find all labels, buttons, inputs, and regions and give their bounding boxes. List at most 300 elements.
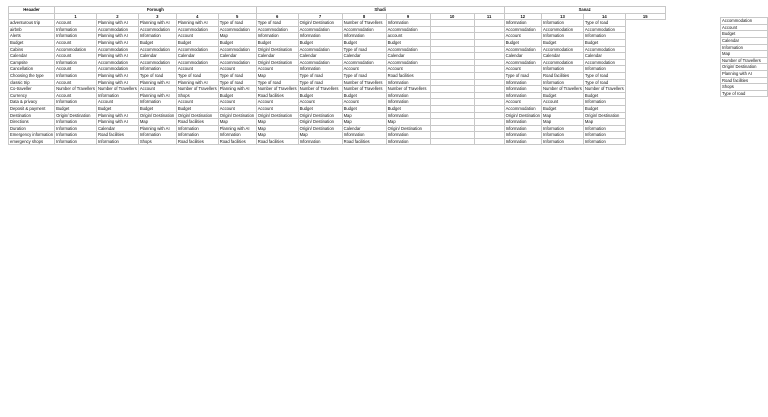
table-cell[interactable]: Planning with AI: [96, 119, 138, 126]
table-cell[interactable]: Accommodation: [542, 46, 584, 53]
table-cell[interactable]: Account: [176, 66, 218, 73]
table-cell[interactable]: Account: [542, 99, 584, 106]
table-cell[interactable]: [474, 119, 504, 126]
row-label-cell[interactable]: Co-traveller: [9, 86, 55, 93]
table-cell[interactable]: [430, 132, 474, 139]
table-cell[interactable]: Number of Travellers: [177, 86, 217, 92]
table-cell[interactable]: Planning with AI: [176, 79, 218, 86]
side-cell[interactable]: Road facilities: [721, 77, 768, 84]
table-cell[interactable]: Type of road: [256, 79, 298, 86]
table-cell[interactable]: Origin/ Destination: [583, 112, 625, 119]
table-cell[interactable]: Origin/ Destination: [256, 112, 298, 119]
table-cell[interactable]: Type of road: [138, 72, 176, 79]
table-cell[interactable]: Number of Travellers: [543, 86, 582, 92]
table-cell[interactable]: Road facilities: [256, 138, 298, 145]
table-cell[interactable]: Account: [256, 66, 298, 73]
table-cell[interactable]: Information: [55, 33, 97, 40]
table-cell[interactable]: Calendar: [96, 125, 138, 132]
table-cell[interactable]: Account: [176, 99, 218, 106]
table-cell[interactable]: Type of road: [176, 72, 218, 79]
table-cell[interactable]: Account: [55, 66, 97, 73]
table-cell[interactable]: Information: [542, 132, 584, 139]
table-cell[interactable]: Budget: [386, 39, 430, 46]
table-cell[interactable]: Information: [504, 138, 541, 145]
row-label-cell[interactable]: adventurous trip: [9, 20, 55, 27]
table-cell[interactable]: Accommodation: [218, 59, 256, 66]
table-cell[interactable]: Information: [583, 138, 625, 145]
table-cell[interactable]: [474, 39, 504, 46]
table-cell[interactable]: Calendar: [504, 53, 541, 60]
side-cell[interactable]: Number of Travellers: [721, 57, 768, 64]
table-cell[interactable]: [430, 105, 474, 112]
table-cell[interactable]: [474, 33, 504, 40]
table-cell[interactable]: Information: [386, 138, 430, 145]
table-cell[interactable]: Accommodation: [96, 66, 138, 73]
table-cell[interactable]: Accommodation: [55, 46, 97, 53]
table-cell[interactable]: Type of road: [342, 46, 386, 53]
table-cell[interactable]: Calendar: [386, 53, 430, 60]
table-cell[interactable]: Accommodation: [176, 26, 218, 33]
table-cell[interactable]: [430, 125, 474, 132]
table-cell[interactable]: Origin/ Destination: [298, 125, 342, 132]
table-cell[interactable]: Calendar: [138, 53, 176, 60]
table-cell[interactable]: [430, 33, 474, 40]
table-cell[interactable]: Information: [342, 132, 386, 139]
row-label-cell[interactable]: Cabins: [9, 46, 55, 53]
table-cell[interactable]: Accommodation: [218, 46, 256, 53]
table-cell[interactable]: Map: [256, 119, 298, 126]
side-cell[interactable]: Type of road: [721, 90, 768, 97]
table-cell[interactable]: Origin/ Destination: [256, 59, 298, 66]
table-cell[interactable]: Type of road: [298, 79, 342, 86]
table-cell[interactable]: Budget: [504, 39, 541, 46]
side-cell[interactable]: Map: [721, 51, 768, 58]
table-cell[interactable]: Planning with AI: [138, 20, 176, 27]
table-cell[interactable]: Planning with AI: [96, 33, 138, 40]
table-cell[interactable]: Origin/ Destination: [55, 112, 97, 119]
table-cell[interactable]: Budget: [138, 39, 176, 46]
table-cell[interactable]: Accommodation: [256, 26, 298, 33]
table-cell[interactable]: [430, 53, 474, 60]
table-cell[interactable]: Accommodation: [298, 59, 342, 66]
table-cell[interactable]: Origin/ Destination: [298, 20, 342, 27]
table-cell[interactable]: Map: [256, 72, 298, 79]
side-cell[interactable]: Origin/ Destination: [721, 64, 768, 71]
table-cell[interactable]: Information: [542, 66, 584, 73]
table-cell[interactable]: Accommodation: [504, 26, 541, 33]
table-cell[interactable]: Account: [386, 66, 430, 73]
table-cell[interactable]: Budget: [583, 105, 625, 112]
table-cell[interactable]: Information: [386, 92, 430, 99]
table-cell[interactable]: Information: [298, 33, 342, 40]
table-cell[interactable]: Account: [218, 99, 256, 106]
table-cell[interactable]: Planning with AI: [138, 79, 176, 86]
table-cell[interactable]: [430, 92, 474, 99]
table-cell[interactable]: Planning with AI: [138, 92, 176, 99]
table-cell[interactable]: Account: [176, 33, 218, 40]
table-cell[interactable]: Information: [176, 132, 218, 139]
table-cell[interactable]: Road facilities: [542, 72, 584, 79]
table-cell[interactable]: Road facilities: [218, 138, 256, 145]
table-cell[interactable]: Accommodation: [176, 59, 218, 66]
side-cell[interactable]: Planning with AI: [721, 70, 768, 77]
table-cell[interactable]: Account: [218, 66, 256, 73]
table-cell[interactable]: Origin/ Destination: [386, 125, 430, 132]
table-cell[interactable]: Planning with AI: [96, 53, 138, 60]
table-cell[interactable]: Number of Travellers: [257, 86, 297, 92]
table-cell[interactable]: Information: [386, 112, 430, 119]
table-cell[interactable]: Calendar: [542, 53, 584, 60]
table-cell[interactable]: Account: [342, 99, 386, 106]
table-cell[interactable]: Accommodation: [504, 105, 541, 112]
table-cell[interactable]: Accommodation: [218, 26, 256, 33]
table-cell[interactable]: Accommodation: [583, 59, 625, 66]
table-cell[interactable]: Shops: [176, 92, 218, 99]
table-cell[interactable]: Accommodation: [542, 26, 584, 33]
table-cell[interactable]: Shops: [138, 138, 176, 145]
table-cell[interactable]: Account: [342, 66, 386, 73]
table-cell[interactable]: Calendar: [298, 53, 342, 60]
table-cell[interactable]: Information: [342, 33, 386, 40]
table-cell[interactable]: Accommodation: [386, 59, 430, 66]
table-cell[interactable]: Type of road: [218, 20, 256, 27]
table-cell[interactable]: Information: [55, 72, 97, 79]
table-cell[interactable]: Information: [542, 79, 584, 86]
table-cell[interactable]: Type of road: [504, 72, 541, 79]
table-cell[interactable]: [430, 26, 474, 33]
table-cell[interactable]: Information: [504, 79, 541, 86]
table-cell[interactable]: Planning with AI: [96, 39, 138, 46]
table-cell[interactable]: Budget: [342, 105, 386, 112]
table-cell[interactable]: Type of road: [298, 72, 342, 79]
table-cell[interactable]: Type of road: [218, 79, 256, 86]
table-cell[interactable]: Budget: [176, 105, 218, 112]
table-cell[interactable]: Accommodation: [96, 59, 138, 66]
row-label-cell[interactable]: Currency: [9, 92, 55, 99]
table-cell[interactable]: Accommodation: [298, 46, 342, 53]
table-cell[interactable]: Calendar: [583, 53, 625, 60]
table-cell[interactable]: Account: [55, 92, 97, 99]
table-cell[interactable]: Information: [298, 66, 342, 73]
table-cell[interactable]: Origin/ Destination: [218, 112, 256, 119]
table-cell[interactable]: Map: [218, 119, 256, 126]
table-cell[interactable]: Road facilities: [96, 132, 138, 139]
table-cell[interactable]: [474, 59, 504, 66]
table-cell[interactable]: Accommodation: [542, 59, 584, 66]
table-cell[interactable]: Account: [218, 105, 256, 112]
table-cell[interactable]: [474, 99, 504, 106]
table-cell[interactable]: Number of Travellers: [584, 86, 624, 92]
table-cell[interactable]: Origin/ Destination: [138, 112, 176, 119]
table-cell[interactable]: Information: [138, 99, 176, 106]
table-cell[interactable]: [474, 20, 504, 27]
table-cell[interactable]: [430, 66, 474, 73]
table-cell[interactable]: Planning with AI: [96, 20, 138, 27]
table-cell[interactable]: Number of Travellers: [97, 86, 137, 92]
table-cell[interactable]: [430, 59, 474, 66]
table-cell[interactable]: Information: [504, 119, 541, 126]
table-cell[interactable]: Map: [583, 119, 625, 126]
table-cell[interactable]: Information: [96, 138, 138, 145]
table-cell[interactable]: Type of road: [218, 72, 256, 79]
table-cell[interactable]: Information: [138, 66, 176, 73]
table-cell[interactable]: [474, 105, 504, 112]
table-cell[interactable]: Budget: [55, 105, 97, 112]
table-cell[interactable]: Budget: [96, 105, 138, 112]
table-cell[interactable]: Account: [504, 66, 541, 73]
table-cell[interactable]: Calendar: [256, 53, 298, 60]
table-cell[interactable]: Information: [176, 125, 218, 132]
row-label-cell[interactable]: Data & privacy: [9, 99, 55, 106]
table-cell[interactable]: [474, 46, 504, 53]
table-cell[interactable]: Planning with AI: [96, 72, 138, 79]
table-cell[interactable]: Accommodation: [298, 26, 342, 33]
table-cell[interactable]: Map: [256, 132, 298, 139]
side-cell[interactable]: Calendar: [721, 37, 768, 44]
table-cell[interactable]: Account: [256, 99, 298, 106]
row-label-cell[interactable]: Duration: [9, 125, 55, 132]
table-cell[interactable]: [474, 125, 504, 132]
table-cell[interactable]: Budget: [176, 39, 218, 46]
table-cell[interactable]: [430, 72, 474, 79]
table-cell[interactable]: Map: [218, 33, 256, 40]
table-cell[interactable]: Number of Travellers: [342, 79, 386, 86]
table-cell[interactable]: Type of road: [583, 72, 625, 79]
table-cell[interactable]: Planning with AI: [96, 79, 138, 86]
table-cell[interactable]: Budget: [298, 105, 342, 112]
table-cell[interactable]: Planning with AI: [96, 112, 138, 119]
row-label-cell[interactable]: Deposit & payment: [9, 105, 55, 112]
table-cell[interactable]: Accommodation: [504, 59, 541, 66]
table-cell[interactable]: Information: [386, 20, 430, 27]
table-cell[interactable]: [430, 79, 474, 86]
table-cell[interactable]: Information: [583, 33, 625, 40]
table-cell[interactable]: Type of road: [583, 20, 625, 27]
table-cell[interactable]: Information: [138, 33, 176, 40]
table-cell[interactable]: [430, 138, 474, 145]
table-cell[interactable]: Account: [504, 33, 541, 40]
side-row: [721, 18, 768, 25]
table-cell[interactable]: Calendar: [342, 125, 386, 132]
table-cell[interactable]: Information: [55, 125, 97, 132]
table-cell[interactable]: Road facilities: [176, 138, 218, 145]
table-cell[interactable]: Budget: [583, 39, 625, 46]
table-cell[interactable]: Budget: [342, 39, 386, 46]
table-cell[interactable]: Information: [55, 119, 97, 126]
table-cell[interactable]: Planning with AI: [176, 20, 218, 27]
table-cell[interactable]: Origin/ Destination: [256, 46, 298, 53]
table-cell[interactable]: Accommodation: [96, 26, 138, 33]
table-cell[interactable]: Map: [542, 112, 584, 119]
table-cell[interactable]: Budget: [298, 92, 342, 99]
table-cell[interactable]: Accommodation: [583, 26, 625, 33]
table-cell[interactable]: Road facilities: [256, 92, 298, 99]
table-cell[interactable]: Calendar: [176, 53, 218, 60]
table-cell[interactable]: [430, 46, 474, 53]
table-cell[interactable]: Map: [138, 119, 176, 126]
row-label-cell[interactable]: airbnb: [9, 26, 55, 33]
table-cell[interactable]: Information: [583, 99, 625, 106]
table-cell[interactable]: Information: [218, 132, 256, 139]
table-cell[interactable]: Number of Travellers: [298, 86, 342, 93]
table-cell[interactable]: Planning with AI: [138, 125, 176, 132]
table-cell[interactable]: Information: [542, 125, 584, 132]
row-label-cell[interactable]: Emergency information: [10, 132, 54, 138]
table-cell[interactable]: Information: [542, 33, 584, 40]
table-cell[interactable]: Account: [96, 99, 138, 106]
table-cell[interactable]: [474, 66, 504, 73]
table-cell[interactable]: Information: [55, 26, 97, 33]
row-label-cell[interactable]: Cancellation: [9, 66, 55, 73]
table-cell[interactable]: [430, 99, 474, 106]
table-cell[interactable]: Information: [583, 132, 625, 139]
table-cell[interactable]: Budget: [386, 105, 430, 112]
table-cell[interactable]: Map: [342, 119, 386, 126]
table-cell[interactable]: Account: [256, 105, 298, 112]
table-cell[interactable]: Budget: [218, 39, 256, 46]
side-cell[interactable]: Shops: [721, 84, 768, 91]
table-cell[interactable]: Map: [342, 112, 386, 119]
table-cell[interactable]: Origin/ Destination: [298, 112, 342, 119]
row-label-cell[interactable]: Choosing the type: [9, 72, 55, 79]
side-row: [721, 51, 768, 58]
table-cell[interactable]: [474, 72, 504, 79]
table-cell[interactable]: [474, 112, 504, 119]
table-cell[interactable]: Budget: [218, 92, 256, 99]
table-cell[interactable]: Information: [542, 138, 584, 145]
table-cell[interactable]: Information: [96, 92, 138, 99]
table-cell[interactable]: [474, 26, 504, 33]
table-cell[interactable]: Number of Travellers: [56, 86, 95, 92]
table-cell[interactable]: Budget: [256, 39, 298, 46]
table-cell[interactable]: Budget: [542, 105, 584, 112]
table-cell[interactable]: Calendar: [342, 53, 386, 60]
table-cell[interactable]: Accommodation: [138, 46, 176, 53]
table-cell[interactable]: Accommodation: [342, 59, 386, 66]
table-cell[interactable]: Road facilities: [176, 119, 218, 126]
table-cell[interactable]: [430, 20, 474, 27]
table-cell[interactable]: Accommodation: [386, 26, 430, 33]
table-cell[interactable]: Accommodation: [386, 46, 430, 53]
table-cell[interactable]: [430, 119, 474, 126]
row-label-cell[interactable]: Destination: [9, 112, 55, 119]
table-cell[interactable]: Map: [256, 125, 298, 132]
table-cell[interactable]: Accommodation: [138, 26, 176, 33]
side-cell[interactable]: Information: [721, 44, 768, 51]
table-cell[interactable]: Origin/ Destination: [505, 112, 541, 118]
table-cell[interactable]: Accommodation: [138, 59, 176, 66]
table-cell[interactable]: [430, 112, 474, 119]
table-cell[interactable]: Number of Travellers: [342, 86, 386, 93]
row-label-cell[interactable]: classic trip: [9, 79, 55, 86]
row-label-cell[interactable]: Alerts: [9, 33, 55, 40]
table-cell[interactable]: [474, 53, 504, 60]
table-cell[interactable]: Budget: [342, 92, 386, 99]
table-cell[interactable]: Information: [504, 132, 541, 139]
row-label-cell[interactable]: Directions: [9, 119, 55, 126]
table-cell[interactable]: Information: [55, 138, 97, 145]
table-cell[interactable]: Number of Travellers: [342, 20, 386, 27]
table-cell[interactable]: Road facilities: [342, 138, 386, 145]
row-label-cell[interactable]: Calendar: [9, 53, 55, 60]
table-cell[interactable]: Information: [55, 99, 97, 106]
table-cell[interactable]: Account: [55, 20, 97, 27]
row-label-cell[interactable]: emergency shops: [9, 138, 55, 145]
table-cell[interactable]: Type of road: [256, 20, 298, 27]
table-cell[interactable]: Road facilities: [386, 72, 430, 79]
table-cell[interactable]: Origin/ Destination: [176, 112, 218, 119]
table-body: [9, 20, 666, 145]
table-cell[interactable]: Information: [583, 125, 625, 132]
table-cell[interactable]: Budget: [542, 39, 584, 46]
table-cell[interactable]: Map: [542, 119, 584, 126]
table-cell[interactable]: Budget: [138, 105, 176, 112]
table-cell[interactable]: Accommodation: [176, 46, 218, 53]
table-cell[interactable]: Information: [504, 20, 541, 27]
table-cell[interactable]: Planning with AI: [218, 125, 256, 132]
table-cell[interactable]: Map: [386, 119, 430, 126]
table-cell[interactable]: Number of Travellers: [386, 86, 430, 93]
table-cell[interactable]: Information: [504, 125, 541, 132]
table-cell[interactable]: [430, 86, 474, 93]
table-cell[interactable]: Information: [138, 132, 176, 139]
table-cell[interactable]: Account: [504, 99, 541, 106]
table-cell[interactable]: Accommodation: [342, 26, 386, 33]
table-cell[interactable]: Information: [298, 138, 342, 145]
table-cell[interactable]: Budget: [542, 92, 584, 99]
side-cell[interactable]: Account: [721, 24, 768, 31]
table-cell[interactable]: Information: [386, 99, 430, 106]
table-cell[interactable]: [474, 86, 504, 93]
table-cell[interactable]: [430, 39, 474, 46]
table-cell[interactable]: Calendar: [218, 53, 256, 60]
table-cell[interactable]: Information: [256, 33, 298, 40]
table-cell[interactable]: Accommodation: [504, 46, 541, 53]
table-cell[interactable]: Information: [504, 92, 541, 99]
table-cell[interactable]: Account: [55, 79, 97, 86]
table-cell[interactable]: Account: [138, 86, 176, 93]
table-cell[interactable]: Type of road: [342, 72, 386, 79]
side-cell[interactable]: Accommodation: [721, 18, 768, 25]
table-cell[interactable]: Budget: [583, 92, 625, 99]
table-cell[interactable]: Type of road: [583, 79, 625, 86]
table-cell[interactable]: Planning with AI: [218, 86, 256, 93]
table-cell[interactable]: account: [386, 33, 430, 40]
table-cell[interactable]: Information: [55, 59, 97, 66]
table-cell[interactable]: Map: [298, 132, 342, 139]
table-cell[interactable]: [474, 92, 504, 99]
table-cell[interactable]: Information: [542, 20, 584, 27]
table-cell[interactable]: Information: [386, 132, 430, 139]
table-cell[interactable]: [474, 79, 504, 86]
table-cell[interactable]: Information: [55, 132, 97, 139]
row-label-cell[interactable]: Campsite: [9, 59, 55, 66]
table-cell[interactable]: Information: [386, 79, 430, 86]
table-cell[interactable]: Accommodation: [96, 46, 138, 53]
table-cell[interactable]: Account: [298, 99, 342, 106]
table-cell[interactable]: Origin/ Destination: [298, 119, 342, 126]
table-cell[interactable]: Account: [55, 53, 97, 60]
table-cell[interactable]: [474, 132, 504, 139]
table-cell[interactable]: Information: [504, 86, 541, 93]
row-label-cell[interactable]: Budget: [9, 39, 55, 46]
table-cell[interactable]: Information: [583, 66, 625, 73]
table-cell[interactable]: Budget: [298, 39, 342, 46]
side-cell[interactable]: Budget: [721, 31, 768, 38]
table-cell[interactable]: Account: [55, 39, 97, 46]
table-cell[interactable]: [474, 138, 504, 145]
table-cell[interactable]: Accommodation: [583, 46, 625, 53]
